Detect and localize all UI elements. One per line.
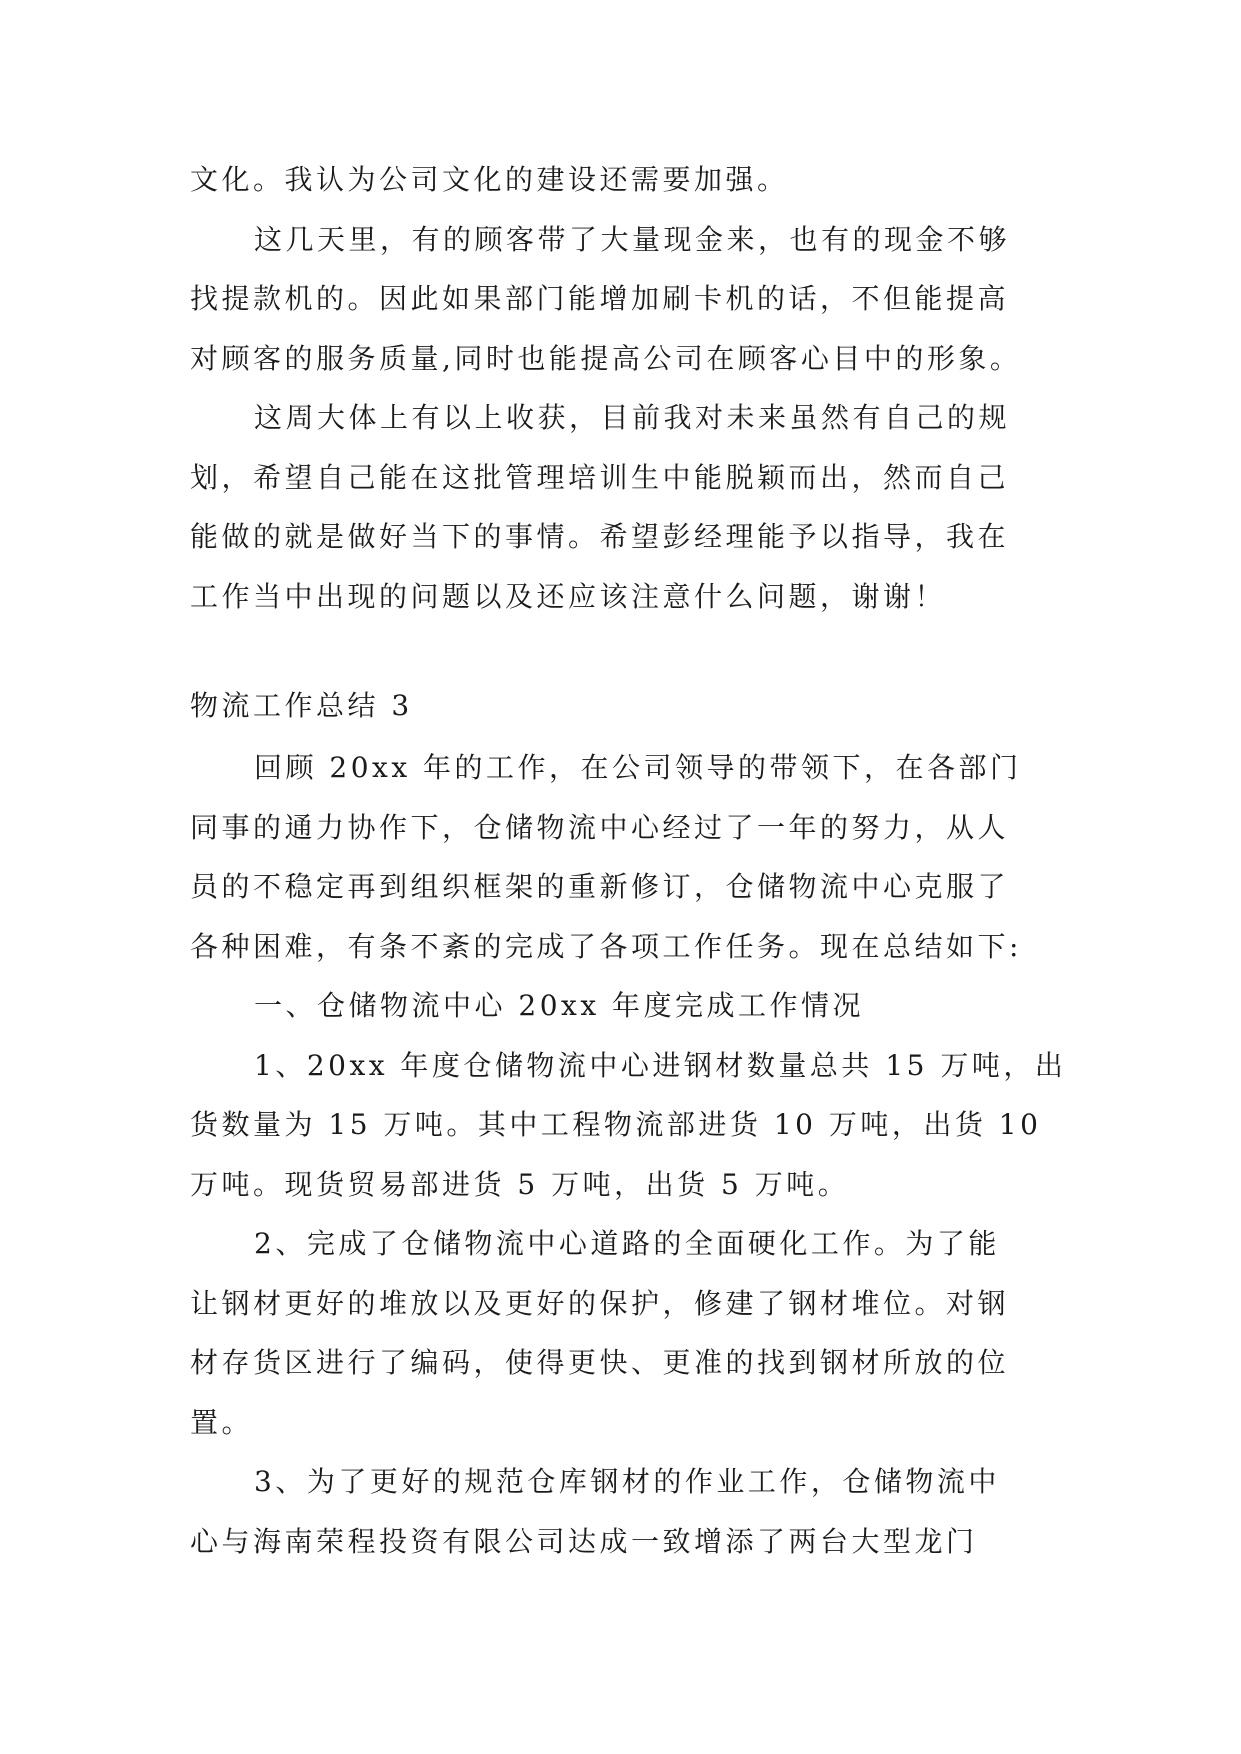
paragraph-block-1 — [190, 150, 1050, 626]
section-heading: 物流工作总结 3 — [190, 689, 413, 722]
text-line: 这几天里，有的顾客带了大量现金来，也有的现金不够 — [254, 222, 1011, 256]
text-line: 材存货区进行了编码，使得更快、更准的找到钢材所放的位 — [190, 1346, 1010, 1379]
text-line: 置。 — [190, 1405, 254, 1439]
text-line: 划，希望自己能在这批管理培训生中能脱颖而出，然而自己 — [190, 460, 1010, 494]
text-line: 让钢材更好的堆放以及更好的保护，修建了钢材堆位。对钢 — [190, 1286, 1010, 1320]
text-line: 一、仓储物流中心 20xx 年度完成工作情况 — [254, 989, 865, 1022]
text-line: 1、20xx 年度仓储物流中心进钢材数量总共 15 万吨，出 — [254, 1048, 1067, 1082]
text-line: 员的不稳定再到组织框架的重新修订，仓储物流中心克服了 — [190, 870, 1010, 903]
text-line: 心与海南荣程投资有限公司达成一致增添了两台大型龙门 — [190, 1524, 978, 1558]
text-line: 同事的通力协作下，仓储物流中心经过了一年的努力，从人 — [190, 810, 1010, 844]
text-line: 各种困难，有条不紊的完成了各项工作任务。现在总结如下: — [190, 929, 1022, 963]
text-line: 货数量为 15 万吨。其中工程物流部进货 10 万吨，出货 10 — [190, 1108, 1042, 1141]
text-line: 万吨。现货贸易部进货 5 万吨，出货 5 万吨。 — [190, 1167, 850, 1201]
text-line: 2、完成了仓储物流中心道路的全面硬化工作。为了能 — [254, 1227, 1000, 1260]
text-line: 文化。我认为公司文化的建设还需要加强。 — [190, 163, 789, 196]
paragraph-block-2 — [190, 738, 1067, 1571]
text-line: 回顾 20xx 年的工作，在公司领导的带领下，在各部门 — [254, 751, 1022, 784]
text-line: 工作当中出现的问题以及还应该注意什么问题，谢谢！ — [190, 579, 947, 613]
text-line: 找提款机的。因此如果部门能增加刷卡机的话，不但能提高 — [190, 282, 1010, 315]
section-title — [190, 676, 1050, 736]
text-line: 能做的就是做好当下的事情。希望彭经理能予以指导，我在 — [190, 520, 1010, 553]
text-line: 这周大体上有以上收获，目前我对未来虽然有自己的规 — [254, 401, 1011, 434]
text-line: 对顾客的服务质量,同时也能提高公司在顾客心目中的形象。 — [190, 341, 1022, 375]
text-line: 3、为了更好的规范仓库钢材的作业工作，仓储物流中 — [254, 1465, 1000, 1498]
